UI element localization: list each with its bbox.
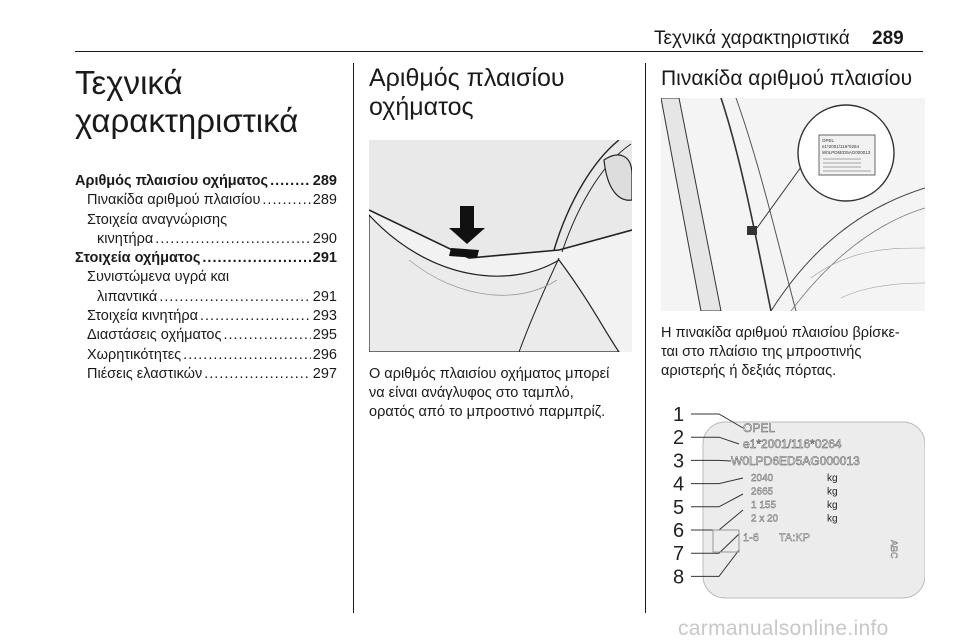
toc-entry-label: Συνιστώμενα υγρά και (87, 269, 230, 286)
chapter-title (75, 64, 345, 140)
page-number: 289 (872, 28, 904, 49)
toc-entry[interactable] (75, 288, 337, 307)
toc-entry-label: λιπαντικά (97, 288, 158, 305)
plate-brand: OPEL (743, 421, 776, 435)
section-title-vin-line1: Αριθμός πλαισίου (369, 64, 565, 92)
section-title-vin (369, 64, 639, 122)
toc-entry-page: 289 (312, 192, 337, 209)
section-title-vin-line2: οχήματος (369, 93, 474, 121)
vin-paragraph-line3: ορατός από το μπροστινό παρμπρίζ. (369, 404, 606, 420)
plate-paragraph-line3: αριστερής ή δεξιάς πόρτας. (661, 363, 837, 379)
toc-entry[interactable] (75, 172, 337, 191)
toc-entry-page: 291 (312, 288, 337, 305)
toc-entry[interactable] (75, 307, 337, 326)
toc-leader-dots (159, 288, 310, 307)
plate-callout-number: 7 (673, 543, 685, 566)
toc-entry-label: Αριθμός πλαισίου οχήματος (75, 173, 269, 189)
toc-entry-label: Χωρητικότητες (87, 346, 182, 363)
toc-entry-label: Στοιχεία οχήματος (75, 250, 201, 267)
running-header-title: Τεχνικά χαρακτηριστικά (654, 28, 850, 49)
toc-entry-label: Διαστάσεις οχήματος (87, 327, 222, 344)
toc-entry[interactable] (75, 211, 337, 230)
column-divider-right (645, 63, 646, 613)
plate-weight-unit: kg (827, 513, 838, 525)
vin-plate-svg (661, 388, 925, 602)
plate-callout-number: 3 (673, 450, 685, 473)
plate-mini-line3: W0LPD6ED5AG000013 (822, 150, 871, 155)
vin-paragraph (369, 365, 635, 422)
toc-leader-dots (200, 307, 311, 326)
toc-entry[interactable] (75, 268, 337, 287)
chapter-title-line2: χαρακτηριστικά (75, 102, 299, 139)
toc-entry-page: 296 (312, 346, 337, 363)
plate-weight-value: 2 x 20 (751, 513, 779, 525)
section-title-plate: Πινακίδα αριθμού πλαισίου (661, 67, 913, 90)
plate-vin: W0LPD6ED5AG000013 (731, 454, 860, 468)
toc-entry-label: κινητήρα (97, 230, 154, 247)
plate-weight-value: 2665 (751, 486, 774, 498)
toc-entry-page: 289 (312, 173, 337, 189)
plate-mini-line1: OPEL (822, 138, 835, 143)
chapter-title-line1: Τεχνικά (75, 64, 183, 101)
toc-entry[interactable] (75, 365, 337, 384)
toc-entry[interactable] (75, 230, 337, 249)
windshield-vin-svg (369, 140, 632, 352)
toc-entry-label: Πιέσεις ελαστικών (87, 365, 203, 382)
plate-callout-number: 6 (673, 520, 685, 542)
plate-callout-number: 4 (673, 473, 685, 496)
toc-entry-page: 293 (312, 308, 337, 325)
plate-paragraph (661, 324, 927, 381)
toc-leader-dots (204, 365, 311, 384)
toc-leader-dots (202, 249, 310, 268)
plate-callout-number: 8 (673, 566, 685, 589)
header-rule (75, 51, 923, 52)
plate-paint-code: TA:KP (779, 532, 810, 544)
plate-paragraph-line1: Η πινακίδα αριθμού πλαισίου βρίσκε- (661, 325, 900, 341)
toc-entry[interactable] (75, 346, 337, 365)
toc-entry-label: Στοιχεία κινητήρα (87, 308, 198, 325)
plate-mini-line2: e1*2001/116*0264 (822, 144, 859, 149)
toc-leader-dots (262, 191, 310, 210)
toc-entry[interactable] (75, 191, 337, 210)
plate-callout-number: 1 (673, 404, 685, 426)
table-of-contents (75, 172, 337, 384)
plate-paragraph-line2: ται στο πλαίσιο της μπροστινής (661, 344, 862, 360)
plate-weight-unit: kg (827, 486, 838, 498)
toc-leader-dots (270, 172, 311, 191)
plate-serial: ABC (889, 540, 899, 559)
vin-paragraph-line2: να είναι ανάγλυφος στο ταμπλό, (369, 385, 574, 401)
vin-paragraph-line1: Ο αριθμός πλαισίου οχήματος μπορεί (369, 366, 610, 382)
watermark: carmanualsonline.info (678, 617, 889, 640)
plate-weight-unit: kg (827, 473, 838, 484)
plate-weight-value: 2040 (751, 473, 774, 484)
toc-entry-page: 291 (312, 250, 337, 267)
toc-entry[interactable] (75, 249, 337, 268)
toc-entry-label: Στοιχεία αναγνώρισης (87, 211, 228, 228)
toc-entry-page: 290 (312, 230, 337, 247)
door-frame-svg (661, 98, 925, 311)
column-divider-left (353, 63, 354, 613)
windshield-vin-illustration (369, 140, 632, 352)
toc-entry-label: Πινακίδα αριθμού πλαισίου (87, 192, 261, 209)
vin-plate-diagram (661, 388, 925, 602)
toc-entry-page: 297 (312, 365, 337, 382)
plate-approval-number: e1*2001/116*0264 (743, 437, 842, 451)
plate-callout-number: 2 (673, 427, 685, 450)
door-frame-illustration (661, 98, 925, 311)
toc-entry[interactable] (75, 326, 337, 345)
plate-weight-unit: kg (827, 500, 838, 511)
plate-callout-number: 5 (673, 496, 685, 519)
toc-leader-dots (223, 326, 310, 345)
toc-entry-page: 295 (312, 327, 337, 344)
plate-weight-value: 1 155 (751, 500, 777, 511)
toc-leader-dots (155, 230, 311, 249)
plate-axle-code: 1-6 (743, 532, 759, 544)
toc-leader-dots (183, 346, 311, 365)
